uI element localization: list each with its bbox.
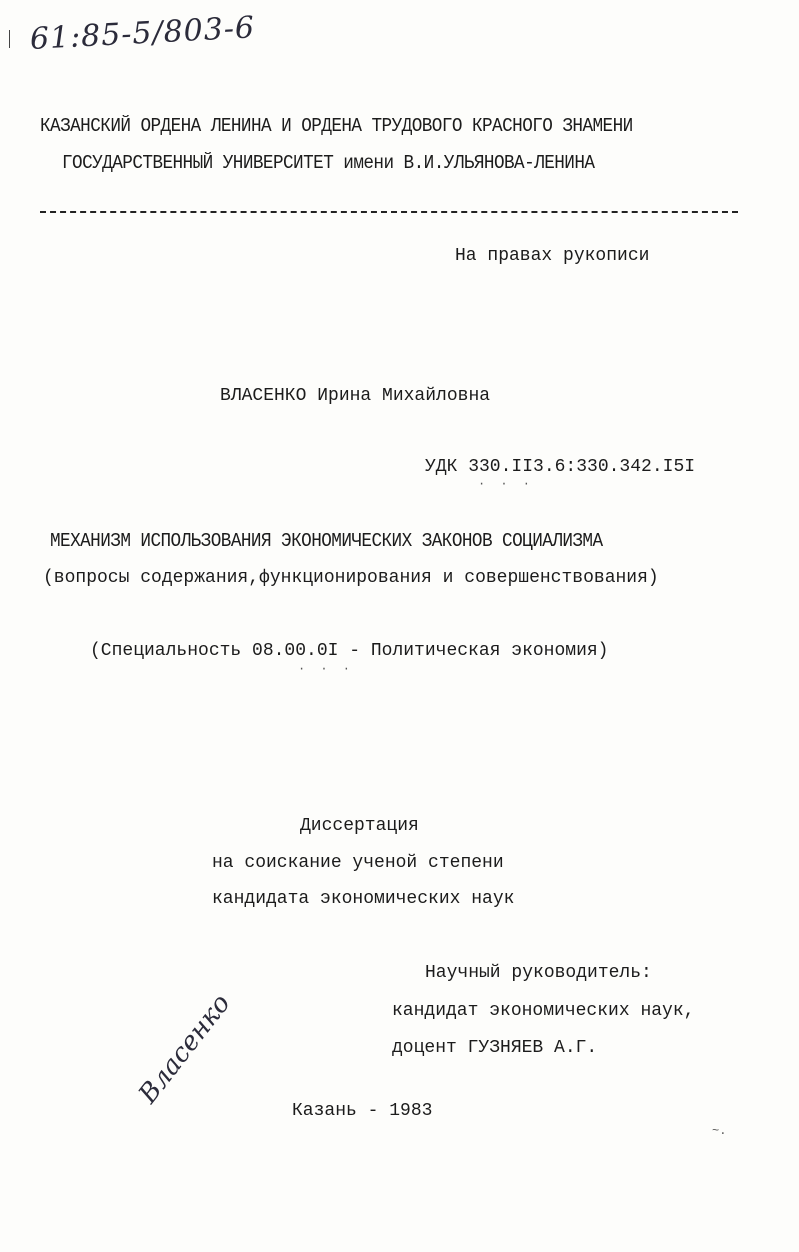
place-and-year: Казань - 1983 — [292, 1101, 433, 1121]
author-signature: Власенко — [133, 988, 237, 1110]
degree-line-1: на соискание ученой степени — [212, 853, 504, 873]
author-name: ВЛАСЕНКО Ирина Михайловна — [220, 386, 491, 406]
thesis-title: МЕХАНИЗМ ИСПОЛЬЗОВАНИЯ ЭКОНОМИЧЕСКИХ ЗАКОНОВ СОЦИАЛИЗМА — [50, 530, 603, 552]
udc-code: УДК 330.II3.6:330.342.I5I — [425, 457, 696, 477]
header-divider — [40, 211, 738, 213]
specialty-dots: · · · — [298, 662, 355, 676]
manuscript-note: На правах рукописи — [455, 246, 650, 266]
margin-mark — [9, 30, 10, 48]
university-line-1: КАЗАНСКИЙ ОРДЕНА ЛЕНИНА И ОРДЕНА ТРУДОВОГО КРАСНОГО ЗНАМЕНИ — [40, 115, 633, 137]
supervisor-name: доцент ГУЗНЯЕВ А.Г. — [392, 1038, 598, 1058]
dissertation-label: Диссертация — [300, 816, 419, 836]
udc-dots: · · · — [478, 477, 535, 491]
supervisor-label: Научный руководитель: — [425, 963, 652, 983]
stray-mark: ~. — [712, 1124, 727, 1138]
supervisor-degree: кандидат экономических наук, — [392, 1001, 695, 1021]
archive-code: 61:85-5/803-6 — [29, 10, 256, 57]
specialty: (Специальность 08.00.0I - Политическая экономия) — [90, 641, 609, 661]
degree-line-2: кандидата экономических наук — [212, 889, 515, 909]
university-line-2: ГОСУДАРСТВЕННЫЙ УНИВЕРСИТЕТ имени В.И.УЛЬЯНОВА-ЛЕНИНА — [62, 152, 595, 174]
thesis-subtitle: (вопросы содержания,функционирования и совершенствования) — [43, 568, 659, 588]
